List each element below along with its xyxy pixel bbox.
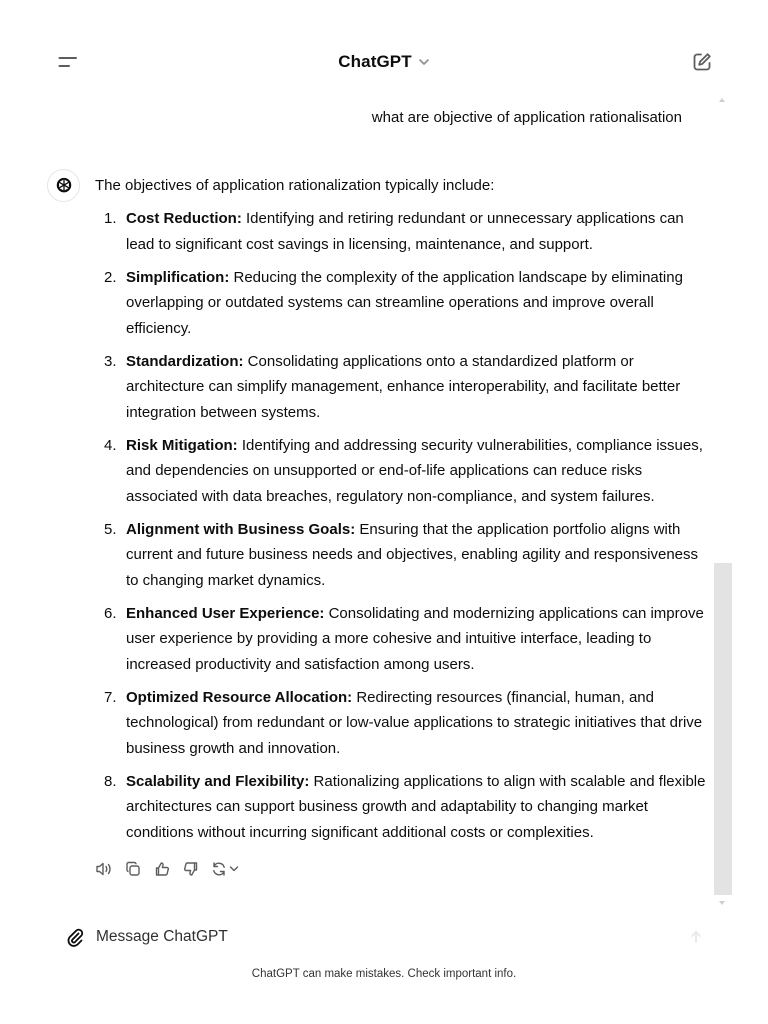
item-number: 7. <box>104 688 117 706</box>
attach-button[interactable] <box>64 927 86 949</box>
scroll-up-arrow-icon[interactable] <box>717 96 727 104</box>
item-text: Rationalizing applications to align with scalable and flexible architectures can support business growth and adaptability to changing market conditions without incurring significant additional costs or complexities. <box>126 772 706 841</box>
item-text: Identifying and addressing security vulnerabilities, compliance issues, and dependencies on unsupported or end-of-life applications can reduce risks associated with data breaches, regulatory non-compliance, and system failures. <box>126 436 703 505</box>
copy-button[interactable] <box>124 860 142 878</box>
list-item <box>96 769 708 846</box>
list-item <box>96 433 708 510</box>
answer-list <box>96 206 708 853</box>
new-chat-button[interactable] <box>686 46 718 78</box>
paperclip-icon <box>66 928 84 948</box>
model-selector[interactable] <box>324 50 444 74</box>
item-number: 6. <box>104 604 117 622</box>
copy-icon <box>125 861 141 877</box>
item-number: 5. <box>104 520 117 538</box>
list-item <box>96 517 708 594</box>
regenerate-button[interactable] <box>211 861 239 877</box>
assistant-intro: The objectives of application rationalization typically include: <box>95 177 495 194</box>
item-text: Redirecting resources (financial, human, and technological) from redundant or low-value applications to strategic initiatives that drive business growth and innovation. <box>126 688 703 757</box>
model-name: ChatGPT <box>338 52 412 71</box>
chevron-down-icon <box>229 865 239 873</box>
item-number: 4. <box>104 436 117 454</box>
regenerate-icon <box>211 861 227 877</box>
item-text: Ensuring that the application portfolio aligns with current and future business needs and objectives, enabling agility and responsiveness to changing market dynamics. <box>126 520 699 589</box>
header <box>0 38 768 86</box>
edit-icon <box>692 52 712 72</box>
item-title: Risk Mitigation: <box>126 436 238 454</box>
item-text: Reducing the complexity of the application landscape by eliminating overlapping or outdated systems can streamline operations and improve overall efficiency. <box>126 268 683 337</box>
item-text: Consolidating and modernizing applications can improve user experience by providing a more cohesive and intuitive interface, leading to increased productivity and satisfaction among users. <box>126 604 704 673</box>
item-number: 8. <box>104 772 117 790</box>
thumbs-down-button[interactable] <box>182 860 200 878</box>
scroll-down-arrow-icon[interactable] <box>717 899 727 907</box>
arrow-up-icon <box>689 930 703 944</box>
list-item <box>96 601 708 678</box>
send-button[interactable] <box>687 928 705 946</box>
message-composer <box>50 918 718 956</box>
list-item <box>96 206 708 257</box>
read-aloud-button[interactable] <box>95 860 113 878</box>
thumbs-down-icon <box>183 861 199 877</box>
item-title: Enhanced User Experience: <box>126 604 325 622</box>
message-actions <box>95 858 239 880</box>
thumbs-up-icon <box>154 861 170 877</box>
thumbs-up-button[interactable] <box>153 860 171 878</box>
item-text: Identifying and retiring redundant or unnecessary applications can lead to significant cost savings in licensing, maintenance, and support. <box>126 210 684 253</box>
hamburger-icon <box>58 56 78 68</box>
item-number: 2. <box>104 268 117 286</box>
list-item <box>96 265 708 342</box>
chevron-down-icon <box>418 58 430 66</box>
scrollbar-thumb[interactable] <box>714 563 732 895</box>
item-title: Standardization: <box>126 352 244 370</box>
list-item <box>96 349 708 426</box>
user-message: what are objective of application rationalisation <box>371 109 682 126</box>
assistant-avatar <box>47 169 80 202</box>
openai-logo-icon <box>54 176 74 196</box>
item-title: Alignment with Business Goals: <box>126 520 356 538</box>
item-text: Consolidating applications onto a standardized platform or architecture can simplify management, enhance interoperability, and facilitate better integration between systems. <box>126 352 681 421</box>
list-item <box>96 685 708 762</box>
item-title: Optimized Resource Allocation: <box>126 688 353 706</box>
menu-button[interactable] <box>52 46 84 78</box>
item-number: 1. <box>104 210 117 227</box>
disclaimer-text: ChatGPT can make mistakes. Check important info. <box>251 968 517 980</box>
item-title: Simplification: <box>126 268 230 286</box>
message-input[interactable] <box>96 924 676 950</box>
item-number: 3. <box>104 352 117 370</box>
item-title: Cost Reduction: <box>126 210 242 227</box>
speaker-icon <box>95 861 113 877</box>
item-title: Scalability and Flexibility: <box>126 772 310 790</box>
